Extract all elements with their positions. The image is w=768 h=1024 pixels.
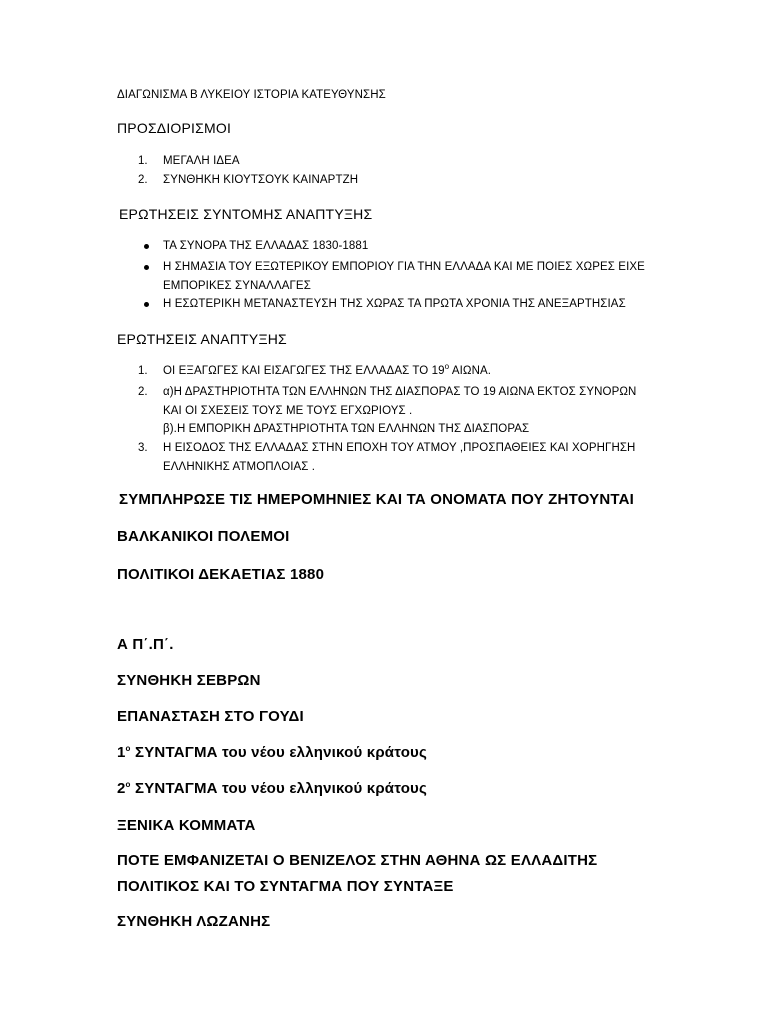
section-title-definitions: ΠΡΟΣΔΙΟΡΙΣΜΟΙ: [117, 120, 232, 136]
fill-in-item: ΞΕΝΙΚΑ ΚΟΜΜΑΤΑ: [117, 817, 256, 834]
list-item: α)Η ΔΡΑΣΤΗΡΙΟΤΗΤΑ ΤΩΝ ΕΛΛΗΝΩΝ ΤΗΣ ΔΙΑΣΠΟΡΑΣ ΤΟ 19 ΑΙΩΝΑ ΕΚΤΟΣ ΣΥΝΟΡΩΝ: [163, 386, 637, 398]
list-marker: 1.: [138, 365, 148, 377]
fill-in-item: ΣΥΝΘΗΚΗ ΛΩΖΑΝΗΣ: [117, 913, 271, 930]
list-item-continuation: ΕΛΛΗΝΙΚΗΣ ΑΤΜΟΠΛΟΙΑΣ .: [163, 461, 316, 473]
list-item: Η ΣΗΜΑΣΙΑ ΤΟΥ ΕΞΩΤΕΡΙΚΟΥ ΕΜΠΟΡΙΟΥ ΓΙΑ ΤΗΝ ΕΛΛΑΔΑ ΚΑΙ ΜΕ ΠΟΙΕΣ ΧΩΡΕΣ ΕΙΧΕ: [163, 261, 645, 273]
list-item: ΣΥΝΘΗΚΗ ΚΙΟΥΤΣΟΥΚ ΚΑΙΝΑΡΤΖΗ: [163, 174, 359, 186]
fill-in-item-continuation: ΠΟΛΙΤΙΚΟΣ ΚΑΙ ΤΟ ΣΥΝΤΑΓΜΑ ΠΟΥ ΣΥΝΤΑΞΕ: [117, 878, 454, 895]
section-title-short-questions: ΕΡΩΤΗΣΕΙΣ ΣΥΝΤΟΜΗΣ ΑΝΑΠΤΥΞΗΣ: [119, 206, 373, 222]
fill-in-number: 1: [117, 744, 126, 761]
superscript: ο: [444, 362, 450, 372]
fill-in-item: [117, 780, 427, 797]
fill-in-item: ΠΟΛΙΤΙΚΟΙ ΔΕΚΑΕΤΙΑΣ 1880: [117, 566, 325, 583]
list-item: [163, 362, 491, 381]
list-item-text: ΟΙ ΕΞΑΓΩΓΕΣ ΚΑΙ ΕΙΣΑΓΩΓΕΣ ΤΗΣ ΕΛΛΑΔΑΣ ΤΟ 19: [163, 365, 445, 377]
fill-in-item: Α Π΄.Π΄.: [117, 636, 174, 653]
section-title-fill-in: ΣΥΜΠΛΗΡΩΣΕ ΤΙΣ ΗΜΕΡΟΜΗΝΙΕΣ ΚΑΙ ΤΑ ΟΝΟΜΑΤΑ ΠΟΥ ΖΗΤΟΥΝΤΑΙ: [119, 491, 635, 508]
bullet-icon: [144, 302, 149, 307]
fill-in-item: ΕΠΑΝΑΣΤΑΣΗ ΣΤΟ ΓΟΥΔΙ: [117, 708, 304, 725]
list-item: Η ΕΣΩΤΕΡΙΚΗ ΜΕΤΑΝΑΣΤΕΥΣΗ ΤΗΣ ΧΩΡΑΣ ΤΑ ΠΡΩΤΑ ΧΡΟΝΙΑ ΤΗΣ ΑΝΕΞΑΡΤΗΣΙΑΣ: [163, 298, 626, 310]
bullet-icon: [144, 244, 149, 249]
list-item: ΜΕΓΑΛΗ ΙΔΕΑ: [163, 155, 240, 167]
fill-in-item: ΒΑΛΚΑΝΙΚΟΙ ΠΟΛΕΜΟΙ: [117, 528, 290, 545]
bullet-icon: [144, 265, 149, 270]
fill-in-number: 2: [117, 780, 126, 797]
list-item-continuation: ΚΑΙ ΟΙ ΣΧΕΣΕΙΣ ΤΟΥΣ ΜΕ ΤΟΥΣ ΕΓΧΩΡΙΟΥΣ .: [163, 405, 413, 417]
section-title-development-questions: ΕΡΩΤΗΣΕΙΣ ΑΝΑΠΤΥΞΗΣ: [117, 331, 287, 347]
list-item-text: ΑΙΩΝΑ.: [449, 365, 492, 377]
fill-in-text: ΣΥΝΤΑΓΜΑ του νέου ελληνικού κράτους: [130, 744, 427, 761]
list-marker: 3.: [138, 442, 148, 454]
fill-in-item: ΠΟΤΕ ΕΜΦΑΝΙΖΕΤΑΙ Ο ΒΕΝΙΖΕΛΟΣ ΣΤΗΝ ΑΘΗΝΑ ΩΣ ΕΛΛΑΔΙΤΗΣ: [117, 852, 598, 869]
list-item: ΤΑ ΣΥΝΟΡΑ ΤΗΣ ΕΛΛΑΔΑΣ 1830-1881: [163, 240, 369, 252]
list-item-continuation: ΕΜΠΟΡΙΚΕΣ ΣΥΝΑΛΛΑΓΕΣ: [163, 280, 311, 292]
list-item: Η ΕΙΣΟΔΟΣ ΤΗΣ ΕΛΛΑΔΑΣ ΣΤΗΝ ΕΠΟΧΗ ΤΟΥ ΑΤΜΟΥ ,ΠΡΟΣΠΑΘΕΙΕΣ ΚΑΙ ΧΟΡΗΓΗΣΗ: [163, 442, 636, 454]
fill-in-text: ΣΥΝΤΑΓΜΑ του νέου ελληνικού κράτους: [130, 780, 427, 797]
list-marker: 2.: [138, 386, 148, 398]
superscript: ο: [125, 744, 131, 753]
fill-in-item: ΣΥΝΘΗΚΗ ΣΕΒΡΩΝ: [117, 672, 261, 689]
superscript: ο: [125, 780, 131, 789]
fill-in-item: [117, 744, 427, 761]
list-item-continuation: β).Η ΕΜΠΟΡΙΚΗ ΔΡΑΣΤΗΡΙΟΤΗΤΑ ΤΩΝ ΕΛΛΗΝΩΝ ΤΗΣ ΔΙΑΣΠΟΡΑΣ: [163, 423, 530, 435]
list-marker: 1.: [138, 155, 148, 167]
list-marker: 2.: [138, 174, 148, 186]
exam-header: ΔΙΑΓΩΝΙΣΜΑ Β ΛΥΚΕΙΟΥ ΙΣΤΟΡΙΑ ΚΑΤΕΥΘΥΝΣΗΣ: [117, 89, 386, 101]
